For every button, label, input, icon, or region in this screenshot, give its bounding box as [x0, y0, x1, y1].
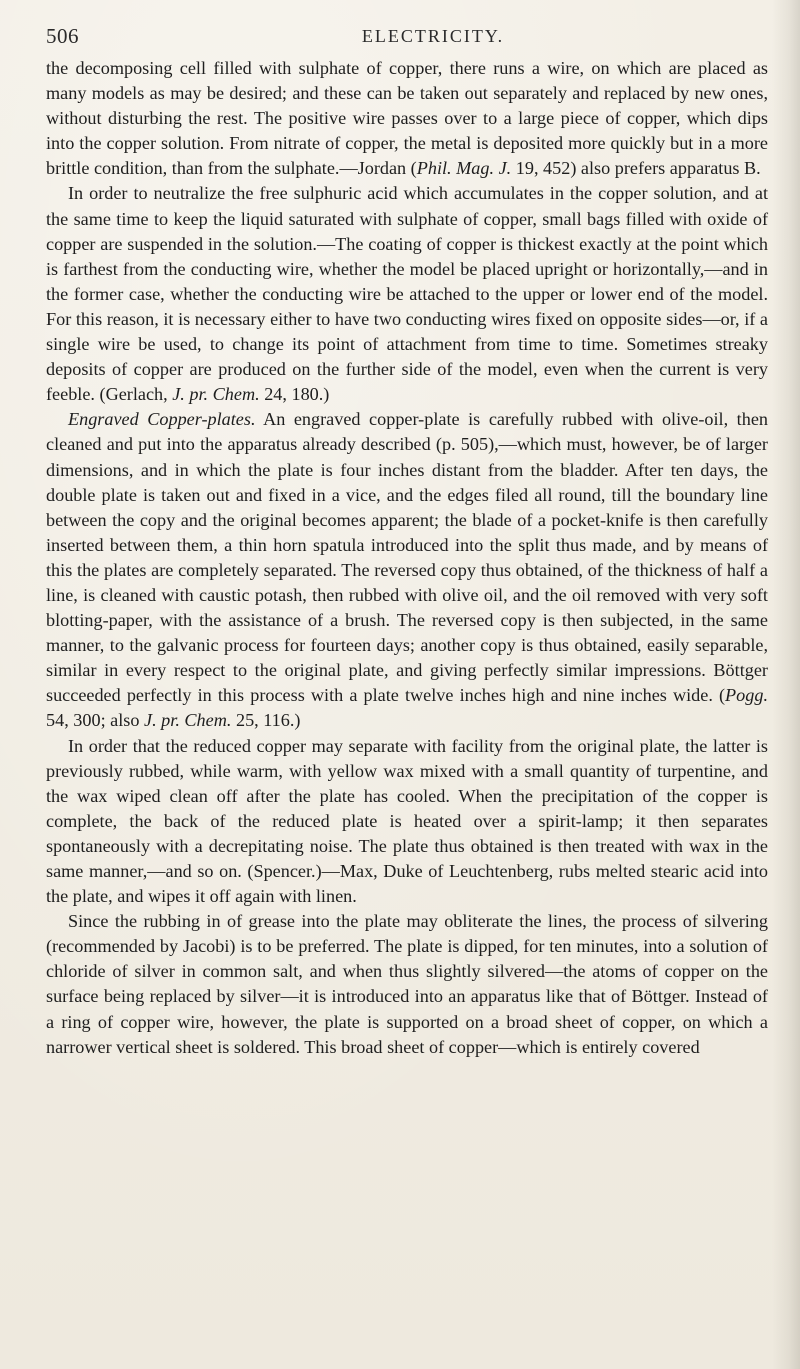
paragraph-3: [46, 407, 768, 733]
text-run: In order that the reduced copper may separate with facility from the original plate, the latter is previously rubbed, while warm, with yellow wax mixed with a small quantity of turpentine, and the wax wiped clean off after the plate has cooled. When the precipitation of the copper is complete, the back of the reduced plate is heated over a spirit-lamp; it then separates spontaneously with a decrepitating noise. The plate thus obtained is then treated with wax in the same manner,—and so on. (Spencer.)—Max, Duke of Leuchtenberg, rubs melted stearic acid into the plate, and wipes it off again with linen.: [46, 735, 768, 907]
paragraph-1: [46, 56, 768, 181]
text-run: An engraved copper-plate is carefully rubbed with olive-oil, then cleaned and put into the apparatus already described (p. 505),—which must, however, be of larger dimensions, and in which the plate is four inches distant from the bladder. After ten days, the double plate is taken out and fixed in a vice, and the edges filed all round, till the boundary line between the copy and the original becomes apparent; the blade of a pocket-knife is then carefully inserted between them, a thin horn spatula introduced into the split thus made, and by means of this the plates are completely separated. The reversed copy thus obtained, of the thickness of half a line, is cleaned with caustic potash, then rubbed with olive oil, and the oil removed with very soft blotting-paper, with the assistance of a brush. The reversed copy is then subjected, in the same manner, to the galvanic process for fourteen days; another copy is thus obtained, easily separable, similar in every respect to the original plate, and giving perfectly similar impressions. Böttger succeeded perfectly in this process with a plate twelve inches high and nine inches wide. (: [46, 409, 768, 706]
citation-journal: Phil. Mag. J.: [416, 158, 512, 179]
text-run: 54, 300; also: [46, 710, 145, 731]
paragraph-4: [46, 734, 768, 910]
text-run: 19, 452) also prefers apparatus B.: [511, 158, 761, 179]
running-head: [46, 24, 760, 54]
text-run: 24, 180.): [259, 384, 330, 405]
page-number: 506: [46, 24, 79, 48]
running-title: ELECTRICITY.: [361, 26, 505, 46]
body-text: [46, 56, 768, 1060]
section-heading: Engraved Copper-plates.: [68, 409, 256, 430]
citation-journal: J. pr. Chem.: [172, 384, 260, 405]
text-run: In order to neutralize the free sulphuric acid which accumulates in the copper solution, and at the same time to keep the liquid saturated with sulphate of copper, small bags filled with oxide of copper are suspended in the solution.—The coating of copper is thickest exactly at the point which is farthest from the conducting wire, whether the model be placed upright or horizontally,—and in the former case, whether the conducting wire be attached to the upper or lower end of the model. For this reason, it is necessary either to have two conducting wires fixed on opposite sides—or, if a single wire be used, to change its point of attachment from time to time. Sometimes streaky deposits of copper are produced on the further side of the model, even when the current is very feeble. (Gerlach,: [46, 183, 768, 405]
paragraph-2: [46, 181, 768, 407]
citation-journal: J. pr. Chem.: [144, 710, 232, 731]
text-run: Since the rubbing in of grease into the plate may obliterate the lines, the process of silvering (recommended by Jacobi) is to be preferred. The plate is dipped, for ten minutes, into a solution of chloride of silver in common salt, and when thus slightly silvered—the atoms of copper on the surface being replaced by silver—it is introduced into an apparatus like that of Böttger. Instead of a ring of copper wire, however, the plate is supported on a broad sheet of copper, on which a narrower vertical sheet is soldered. This broad sheet of copper—which is entirely covered: [46, 911, 768, 1057]
citation-journal: Pogg.: [725, 685, 768, 706]
text-run: 25, 116.): [231, 710, 301, 731]
page-edge-shadow: [772, 0, 800, 1369]
text-run: the decomposing cell filled with sulphate of copper, there runs a wire, on which are placed as many models as may be desired; and these can be taken out separately and replaced by new ones, without disturbing the rest. The positive wire passes over to a large piece of copper, which dips into the copper solution. From nitrate of copper, the metal is deposited more quickly but in a more brittle condition, than from the sulphate.—Jordan (: [46, 58, 768, 179]
paragraph-5: [46, 909, 768, 1060]
